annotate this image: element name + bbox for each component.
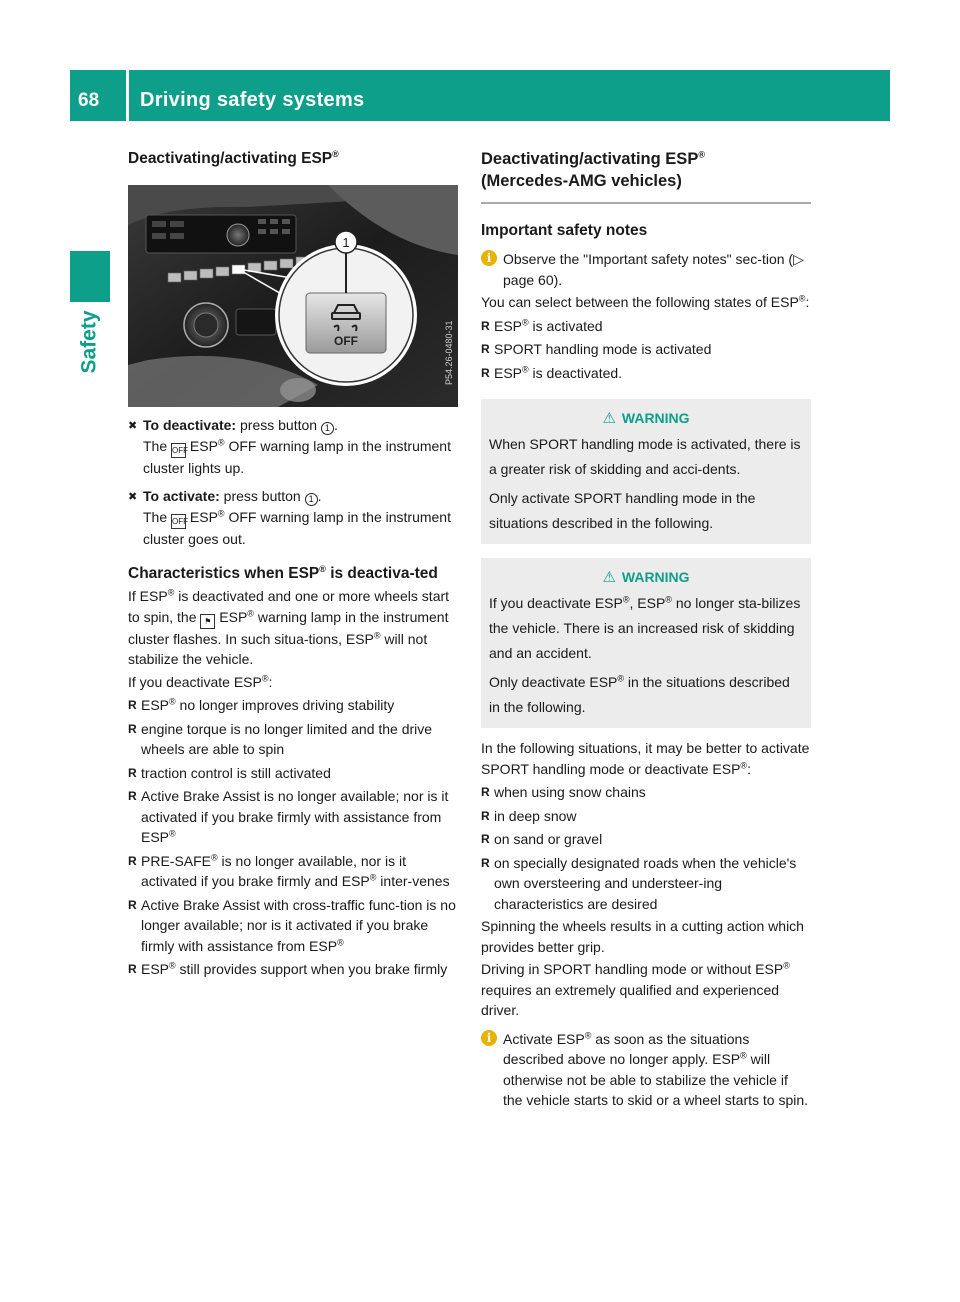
svg-text:P54.26-0480-31: P54.26-0480-31 <box>444 320 454 385</box>
section-heading-amg: Deactivating/activating ESP® (Mercedes-AMG vehicles) <box>481 148 811 204</box>
info-note-activate: i Activate ESP® as soon as the situations described above no longer apply. ESP® will otherwise not be able to stabilize the vehicle if the vehicle starts to skid or a wheel starts to spin. <box>481 1029 811 1111</box>
step-arrow-icon: ✖ <box>128 420 138 432</box>
esp-warning-lamp-icon: ⚑ <box>200 614 215 629</box>
page-number: 68 <box>78 90 100 111</box>
step-arrow-icon: ✖ <box>128 491 138 503</box>
esp-off-lamp-icon: OFF <box>171 514 186 529</box>
list-item: R ESP® is activated <box>481 316 811 337</box>
characteristics-heading: Characteristics when ESP® is deactiva-ted <box>128 563 438 582</box>
warning-text: If you deactivate ESP®, ESP® no longer sta-bilizes the vehicle. There is an increased risk of skidding and an accident. <box>489 594 801 661</box>
states-intro: You can select between the following states of ESP®: <box>481 293 810 310</box>
side-tab-marker <box>70 251 110 302</box>
esp-off-lamp-icon: OFF <box>171 443 186 458</box>
svg-text:OFF: OFF <box>334 334 358 348</box>
step-deactivate: ✖ To deactivate: press button 1 . The OFF ESP® OFF warning lamp in the instrument cluster lights up. <box>128 417 451 476</box>
situations-list <box>481 782 811 914</box>
list-item: R when using snow chains <box>481 782 811 803</box>
esp-states-list <box>481 316 811 384</box>
characteristics-paragraph: If ESP® is deactivated and one or more wheels start to spin, the ⚑ ESP® warning lamp in the instrument cluster flashes. In such situa-tions, ESP® will not stabilize the vehicle. <box>128 587 450 667</box>
list-item: R engine torque is no longer limited and the drive wheels are able to spin <box>128 719 458 760</box>
warning-text: Only deactivate ESP® in the situations described in the following. <box>489 673 790 715</box>
page-ref-arrow-icon: ▷ <box>793 251 804 267</box>
list-item: R on sand or gravel <box>481 829 811 850</box>
info-note-safety: i Observe the "Important safety notes" sec-tion (▷ page 60). <box>481 249 811 290</box>
spin-paragraph: Spinning the wheels results in a cutting action which provides better grip. <box>481 918 804 955</box>
list-item: R PRE-SAFE® is no longer available, nor is it activated if you brake firmly and ESP® inter-venes <box>128 851 458 892</box>
list-item: R traction control is still activated <box>128 763 458 784</box>
list-item: R in deep snow <box>481 806 811 827</box>
warning-box-esp <box>481 558 811 728</box>
situations-intro: In the following situations, it may be better to activate SPORT handling mode or deactivate ESP®: <box>481 740 810 777</box>
list-item: R Active Brake Assist is no longer available; nor is it activated if you brake firmly with assistance from ESP® <box>128 786 458 848</box>
warning-box-sport <box>481 399 811 544</box>
deactivate-intro: If you deactivate ESP®: <box>128 672 273 690</box>
callout-1-icon: 1 <box>305 493 318 506</box>
right-column <box>481 148 811 1111</box>
list-item: R Active Brake Assist with cross-traffic func-tion is no longer available; nor is it activated if you brake firmly with assistance from ESP® <box>128 895 458 957</box>
info-icon: i <box>481 1030 497 1046</box>
section-heading-esp: Deactivating/activating ESP® <box>128 148 339 167</box>
left-column <box>128 148 458 980</box>
list-item: R ESP® still provides support when you brake firmly <box>128 959 458 980</box>
console-photo <box>128 185 458 407</box>
deactivated-effects-list <box>128 695 458 980</box>
warning-triangle-icon: ⚠ <box>602 410 616 427</box>
sport-paragraph: Driving in SPORT handling mode or without ESP® requires an extremely qualified and experienced driver. <box>481 960 790 1018</box>
list-item: R ESP® no longer improves driving stability <box>128 695 458 716</box>
info-icon: i <box>481 250 497 266</box>
step-activate: ✖ To activate: press button 1 . The OFF ESP® OFF warning lamp in the instrument cluster goes out. <box>128 488 451 547</box>
warning-title: ⚠ WARNING <box>602 569 690 586</box>
warning-title: ⚠ WARNING <box>602 410 690 427</box>
list-item: R on specially designated roads when the vehicle's own oversteering and understeer-ing characteristics are desired <box>481 853 811 915</box>
warning-text: When SPORT handling mode is activated, there is a greater risk of skidding and acci-dents. <box>489 436 801 477</box>
list-item: R ESP® is deactivated. <box>481 363 811 384</box>
svg-text:1: 1 <box>342 235 350 250</box>
callout-1-icon: 1 <box>321 422 334 435</box>
side-tab-label: Safety <box>78 310 101 374</box>
safety-notes-heading: Important safety notes <box>481 222 648 239</box>
list-item: R SPORT handling mode is activated <box>481 339 811 360</box>
warning-triangle-icon: ⚠ <box>602 569 616 586</box>
chapter-title: Driving safety systems <box>140 89 365 111</box>
warning-text: Only activate SPORT handling mode in the situations described in the following. <box>489 490 756 531</box>
header-divider <box>126 70 129 121</box>
